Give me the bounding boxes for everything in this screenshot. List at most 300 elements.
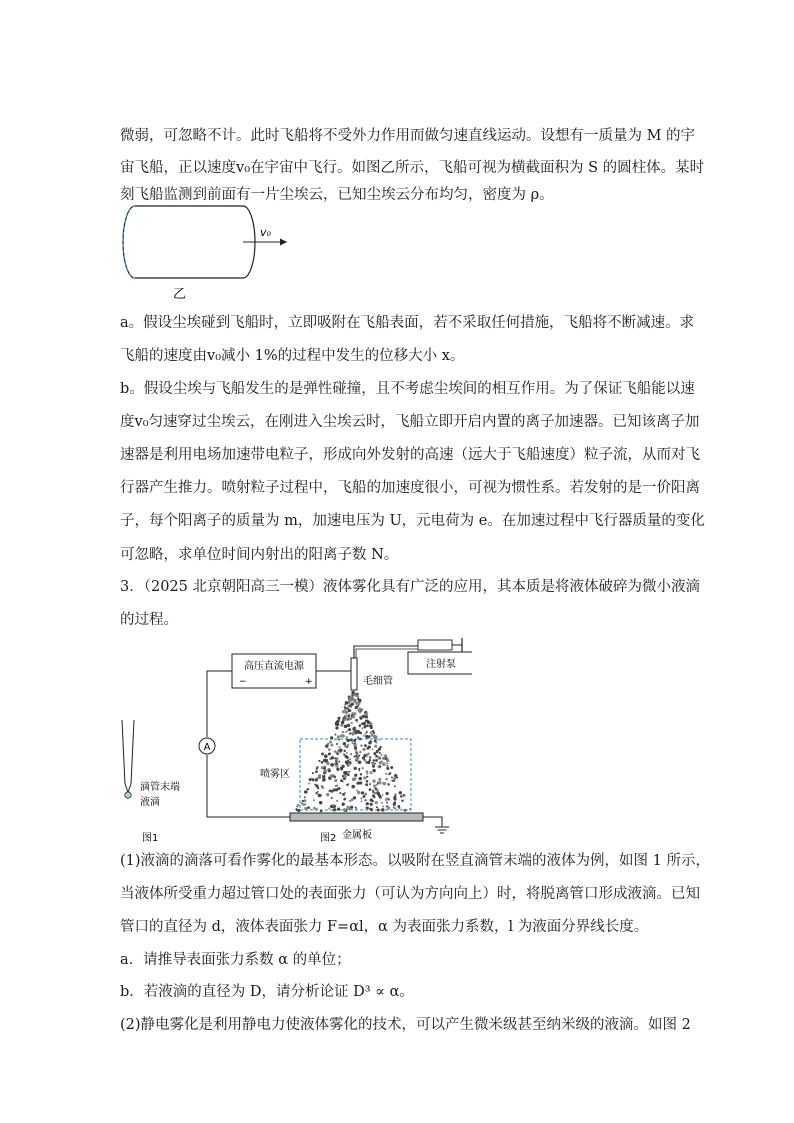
spray-droplet [329,753,331,755]
spray-droplet [355,760,357,762]
spray-droplet [368,741,371,744]
spray-droplet [311,778,314,781]
spray-droplet [317,787,319,789]
text-line: 度v₀匀速穿过尘埃云，在刚进入尘埃云时，飞船立即开启内置的离子加速器。已知该离子加 [120,414,700,430]
spray-droplet [363,735,365,737]
spray-droplet [335,764,338,767]
spray-droplet [357,730,359,732]
spray-droplet [352,716,355,719]
spray-droplet [346,739,349,742]
spray-droplet [317,777,320,780]
spray-droplet [323,774,325,776]
spray-droplet [297,804,300,807]
spray-droplet [370,798,373,801]
spray-droplet [364,744,367,747]
spray-droplet [328,748,331,751]
spray-droplet [372,749,374,751]
spray-droplet [355,806,357,808]
spray-droplet [360,797,362,799]
spray-droplet [346,806,350,810]
spray-droplet [381,808,384,811]
text-line: 的过程。 [120,612,178,628]
spray-droplet [336,743,338,745]
spray-droplet [365,715,367,717]
spray-droplet [382,794,384,796]
spray-droplet [363,776,366,779]
spray-droplet [379,752,381,754]
spray-droplet [385,792,388,795]
spray-droplet [351,742,353,744]
spray-droplet [393,798,396,801]
spray-droplet [366,807,369,810]
spray-droplet [345,701,348,704]
spray-droplet [366,731,368,733]
spray-droplet [350,806,353,809]
spray-droplet [350,753,353,756]
spray-droplet [338,746,340,748]
spray-droplet [337,735,340,738]
spray-droplet [386,765,388,767]
spray-droplet [337,808,340,811]
spray-droplet [357,781,360,784]
spray-droplet [362,756,365,759]
text-line: 速器是利用电场加速带电粒子，形成向外发射的高速（远大于飞船速度）粒子流，从而对飞 [120,447,700,463]
spray-droplet [332,788,334,790]
spray-droplet [330,736,333,739]
spray-droplet [297,809,300,812]
spray-droplet [359,738,362,741]
spray-droplet [381,802,383,804]
spray-droplet [343,799,345,801]
spray-droplet [343,808,346,811]
text-line: 可忽略，求单位时间内射出的阳离子数 N。 [120,547,399,563]
spray-droplet [330,790,332,792]
figure-2-caption: 图2 [320,833,337,844]
text-line: 宙飞船，正以速度v₀在宇宙中飞行。如图乙所示，飞船可视为横截面积为 S 的圆柱体。某时 [120,160,705,176]
spray-droplet [331,756,334,759]
spray-droplet [334,763,336,765]
spray-droplet [382,806,384,808]
spray-droplet [313,807,316,810]
spray-droplet [372,730,374,732]
droplet-label: 液滴 [140,797,160,808]
spray-droplet [369,808,372,811]
metal-plate-label: 金属板 [342,830,372,841]
minus-terminal: − [239,677,247,687]
spray-droplet [367,735,370,738]
spray-droplet [339,792,341,794]
spray-droplet [366,773,368,775]
spray-droplet [359,777,362,780]
spray-droplet [345,714,347,716]
spray-droplet [390,766,393,769]
spray-droplet [308,782,310,784]
spray-droplet [343,775,346,778]
spray-droplet [365,783,368,786]
spray-droplet [355,706,357,708]
spray-droplet [380,761,383,764]
spray-droplet [333,808,335,810]
spray-droplet [387,783,389,785]
spray-droplet [328,769,331,772]
spray-droplet [391,777,393,779]
spray-droplet [365,713,368,716]
spray-droplet [361,800,363,802]
spray-droplet [334,738,336,740]
spray-droplet [396,777,398,779]
spray-droplet [356,789,358,791]
spray-droplet [377,808,380,811]
spray-droplet [334,757,336,759]
spray-droplet [351,732,353,734]
spray-droplet [354,767,357,770]
spray-droplet [347,705,349,707]
spray-droplet [357,705,359,707]
spray-droplet [382,757,385,760]
spray-droplet [346,752,348,754]
spray-droplet [354,742,356,744]
spray-droplet [355,701,359,705]
spray-droplet [335,726,338,729]
text-line: 飞船的速度由v₀减小 1%的过程中发生的位移大小 x。 [120,348,465,364]
spray-droplet [364,725,367,728]
spray-droplet [386,805,389,808]
spray-droplet [370,803,373,806]
spray-droplet [334,750,337,753]
spray-droplet [314,784,316,786]
spray-droplet [309,778,312,781]
spray-droplet [347,773,350,776]
spray-droplet [344,745,346,747]
spray-droplet [386,778,388,780]
spray-droplet [369,724,372,727]
spray-droplet [354,774,357,777]
spray-droplet [373,752,376,755]
spray-droplet [394,794,396,796]
spray-droplet [350,694,352,696]
spray-droplet [397,805,400,808]
spray-droplet [353,756,355,758]
ammeter: A [203,742,211,753]
spray-droplet [346,746,348,748]
spray-droplet [372,762,374,764]
spray-droplet [409,808,411,810]
plus-terminal: + [305,677,313,687]
spray-droplet [341,765,344,768]
spray-droplet [379,746,381,748]
spray-droplet [307,806,310,809]
spray-zone-label: 喷雾区 [260,769,290,780]
spray-droplet [318,760,320,762]
spray-droplet [386,759,389,762]
spray-droplet [374,745,377,748]
spray-droplet [370,731,373,734]
spray-droplet [370,734,373,737]
spray-droplet [373,785,376,788]
spray-droplet [393,778,396,781]
spray-droplet [357,736,359,738]
spray-droplet [356,721,358,723]
spray-droplet [336,768,339,771]
spray-droplet [323,770,325,772]
spray-droplet [366,776,368,778]
spray-droplet [348,771,350,773]
spray-droplet [355,751,357,753]
spray-droplet [393,801,396,804]
text-line: b．若液滴的直径为 D，请分析论证 D³ ∝ α。 [120,984,414,1000]
figure-yi-cylinder [115,198,295,303]
spray-droplet [345,756,348,759]
spray-droplet [330,775,333,778]
spray-droplet [346,784,348,786]
spray-droplet [315,770,318,773]
text-line: 行器产生推力。喷射粒子过程中，飞船的加速度很小，可视为惯性系。若发射的是一价阳离 [120,480,700,496]
spray-droplet [336,720,339,723]
spray-droplet [319,801,322,804]
spray-droplet [326,793,330,797]
spray-droplet [352,727,356,731]
spray-droplet [378,739,380,741]
spray-droplet [347,763,350,766]
spray-droplet [347,724,351,728]
spray-droplet [323,767,325,769]
spray-droplet [372,779,375,782]
spray-droplet [393,806,395,808]
spray-droplet [304,807,307,810]
spray-droplet [349,696,352,699]
spray-droplet [372,769,375,772]
spray-droplet [316,808,318,810]
text-line: 当液体所受重力超过管口处的表面张力（可认为方向向上）时，将脱离管口形成液滴。已知 [120,886,700,902]
spray-droplet [338,761,340,763]
figure-caption: 乙 [173,287,187,302]
spray-droplet [369,788,372,791]
spray-droplet [353,712,356,715]
spray-droplet [304,790,307,793]
spray-droplet [345,761,348,764]
spray-droplet [373,759,375,761]
text-line: 管口的直径为 d，液体表面张力 F=αl，α 为表面张力系数，l 为液面分界线长度。 [120,919,649,935]
spray-droplet [339,749,342,752]
spray-droplet [374,787,377,790]
spray-droplet [342,710,345,713]
spray-droplet [361,723,363,725]
spray-droplet [349,758,351,760]
spray-droplet [316,766,318,768]
spray-droplet [319,774,321,776]
spray-droplet [372,765,375,768]
spray-droplet [386,762,388,764]
spray-droplet [315,779,318,782]
spray-droplet [342,803,345,806]
spray-droplet [361,727,363,729]
spray-droplet [338,739,340,741]
spray-droplet [321,762,323,764]
text-line: 微弱，可忽略不计。此时飞船将不受外力作用而做匀速直线运动。设想有一质量为 M 的宇 [120,128,696,144]
spray-droplet [394,785,396,787]
spray-droplet [358,755,360,757]
spray-droplet [361,791,364,794]
spray-droplet [386,767,389,770]
text-line: 刻飞船监测到前面有一片尘埃云，已知尘埃云分布均匀，密度为 ρ。 [120,187,554,203]
spray-droplet [348,709,351,712]
spray-droplet [329,740,332,743]
spray-droplet [318,794,321,797]
text-line: 子，每个阳离子的质量为 m，加速电压为 U，元电荷为 e。在加速过程中飞行器质量的变化 [120,513,705,529]
spray-droplet [384,754,388,758]
spray-droplet [358,699,361,702]
spray-droplet [350,739,353,742]
figure-1-caption: 图1 [142,833,159,844]
figure-1-dropper [122,720,180,844]
spray-droplet [344,706,346,708]
spray-droplet [335,724,337,726]
spray-droplet [302,800,304,802]
spray-droplet [404,809,407,812]
spray-droplet [321,786,324,789]
spray-droplet [341,734,345,738]
spray-droplet [331,797,333,799]
spray-droplet [357,695,360,698]
spray-droplet [343,719,346,722]
spray-droplet [351,798,354,801]
spray-droplet [385,799,387,801]
spray-droplet [375,759,378,762]
spray-droplet [377,756,380,759]
spray-droplet [403,794,405,796]
spray-droplet [367,720,369,722]
text-line: a．请推导表面张力系数 α 的单位； [120,952,351,968]
spray-droplet [382,762,386,766]
spray-droplet [385,773,387,775]
spray-droplet [349,717,352,720]
spray-droplet [366,802,369,805]
spray-droplet [332,804,335,807]
spray-droplet [387,798,389,800]
figure-2-circuit [199,638,472,844]
spray-droplet [343,771,346,774]
spray-droplet [347,715,350,718]
spray-droplet [374,735,377,738]
spray-droplet [367,747,370,750]
spray-droplet [399,791,402,794]
spray-droplet [360,773,362,775]
spray-droplet [325,759,328,762]
spray-droplet [336,800,338,802]
spray-droplet [366,770,369,773]
spray-droplet [322,778,325,781]
spray-droplet [355,808,357,810]
spray-droplet [370,771,373,774]
droplet-icon [125,792,131,798]
spray-droplet [333,776,336,779]
spray-droplet [306,788,309,791]
syringe-pump-label: 注射泵 [426,659,456,670]
spray-droplet [369,756,371,758]
spray-droplet [342,731,344,733]
spray-droplet [362,748,365,751]
spray-droplet [353,739,356,742]
spray-droplet [341,721,344,724]
spray-droplet [379,765,381,767]
spray-droplet [359,751,362,754]
power-supply-label: 高压直流电源 [244,661,304,672]
text-line: (2)静电雾化是利用静电力使液体雾化的技术，可以产生微米级甚至纳米级的液滴。如图 2 [120,1017,691,1033]
spray-droplet [334,779,337,782]
spray-droplet [328,808,330,810]
spray-droplet [361,767,363,769]
spray-droplet [373,796,375,798]
text-line: b。假设尘埃与飞船发生的是弹性碰撞，且不考虑尘埃间的相互作用。为了保证飞船能以速 [120,381,695,397]
spray-droplet [337,717,340,720]
spray-droplet [377,791,380,794]
spray-droplet [326,762,329,765]
spray-droplet [367,752,370,755]
spray-droplet [360,745,362,747]
spray-droplet [374,792,377,795]
spray-droplet [382,782,384,784]
spray-droplet [357,709,360,712]
spray-droplet [378,781,381,784]
spray-droplet [330,763,334,767]
spray-droplet [304,796,306,798]
spray-droplet [320,810,323,813]
spray-droplet [375,801,378,804]
spray-droplet [335,734,337,736]
spray-droplet [342,781,344,783]
spray-droplet [375,742,377,744]
spray-droplet [330,743,333,746]
spray-droplet [366,780,369,783]
spray-droplet [400,795,403,798]
spray-droplet [342,793,345,796]
spray-droplets [295,691,411,812]
spray-droplet [351,722,353,724]
spray-droplet [358,769,360,771]
spray-droplet [369,783,371,785]
spray-droplet [345,731,347,733]
spray-droplet [344,750,346,752]
spray-droplet [369,759,371,761]
tube-end-label: 滴管末端 [140,782,180,793]
spray-droplet [302,803,305,806]
spray-droplet [359,717,362,720]
spray-droplet [336,753,339,756]
spray-droplet [312,772,314,774]
spray-droplet [343,742,346,745]
spray-droplet [365,799,367,801]
spray-droplet [346,736,348,738]
figure-electrospray [112,632,472,847]
spray-droplet [295,809,297,811]
spray-droplet [335,788,338,791]
spray-droplet [353,778,356,781]
spray-droplet [335,785,337,787]
spray-droplet [354,746,357,749]
spray-droplet [389,772,391,774]
text-line: a。假设尘埃碰到飞船时，立即吸附在飞船表面，若不采取任何措施，飞船将不断减速。求 [120,315,695,331]
capillary-label: 毛细管 [363,676,393,687]
spray-droplet [376,750,379,753]
spray-droplet [355,730,358,733]
spray-droplet [343,754,345,756]
spray-droplet [380,754,382,756]
spray-droplet [351,785,355,789]
text-line: (1)液滴的滴落可看作雾化的最基本形态。以吸附在竖直滴管末端的液体为例，如图 1 所示， [120,853,710,869]
spray-droplet [315,792,317,794]
velocity-label: v₀ [260,226,271,239]
spray-droplet [313,799,315,801]
